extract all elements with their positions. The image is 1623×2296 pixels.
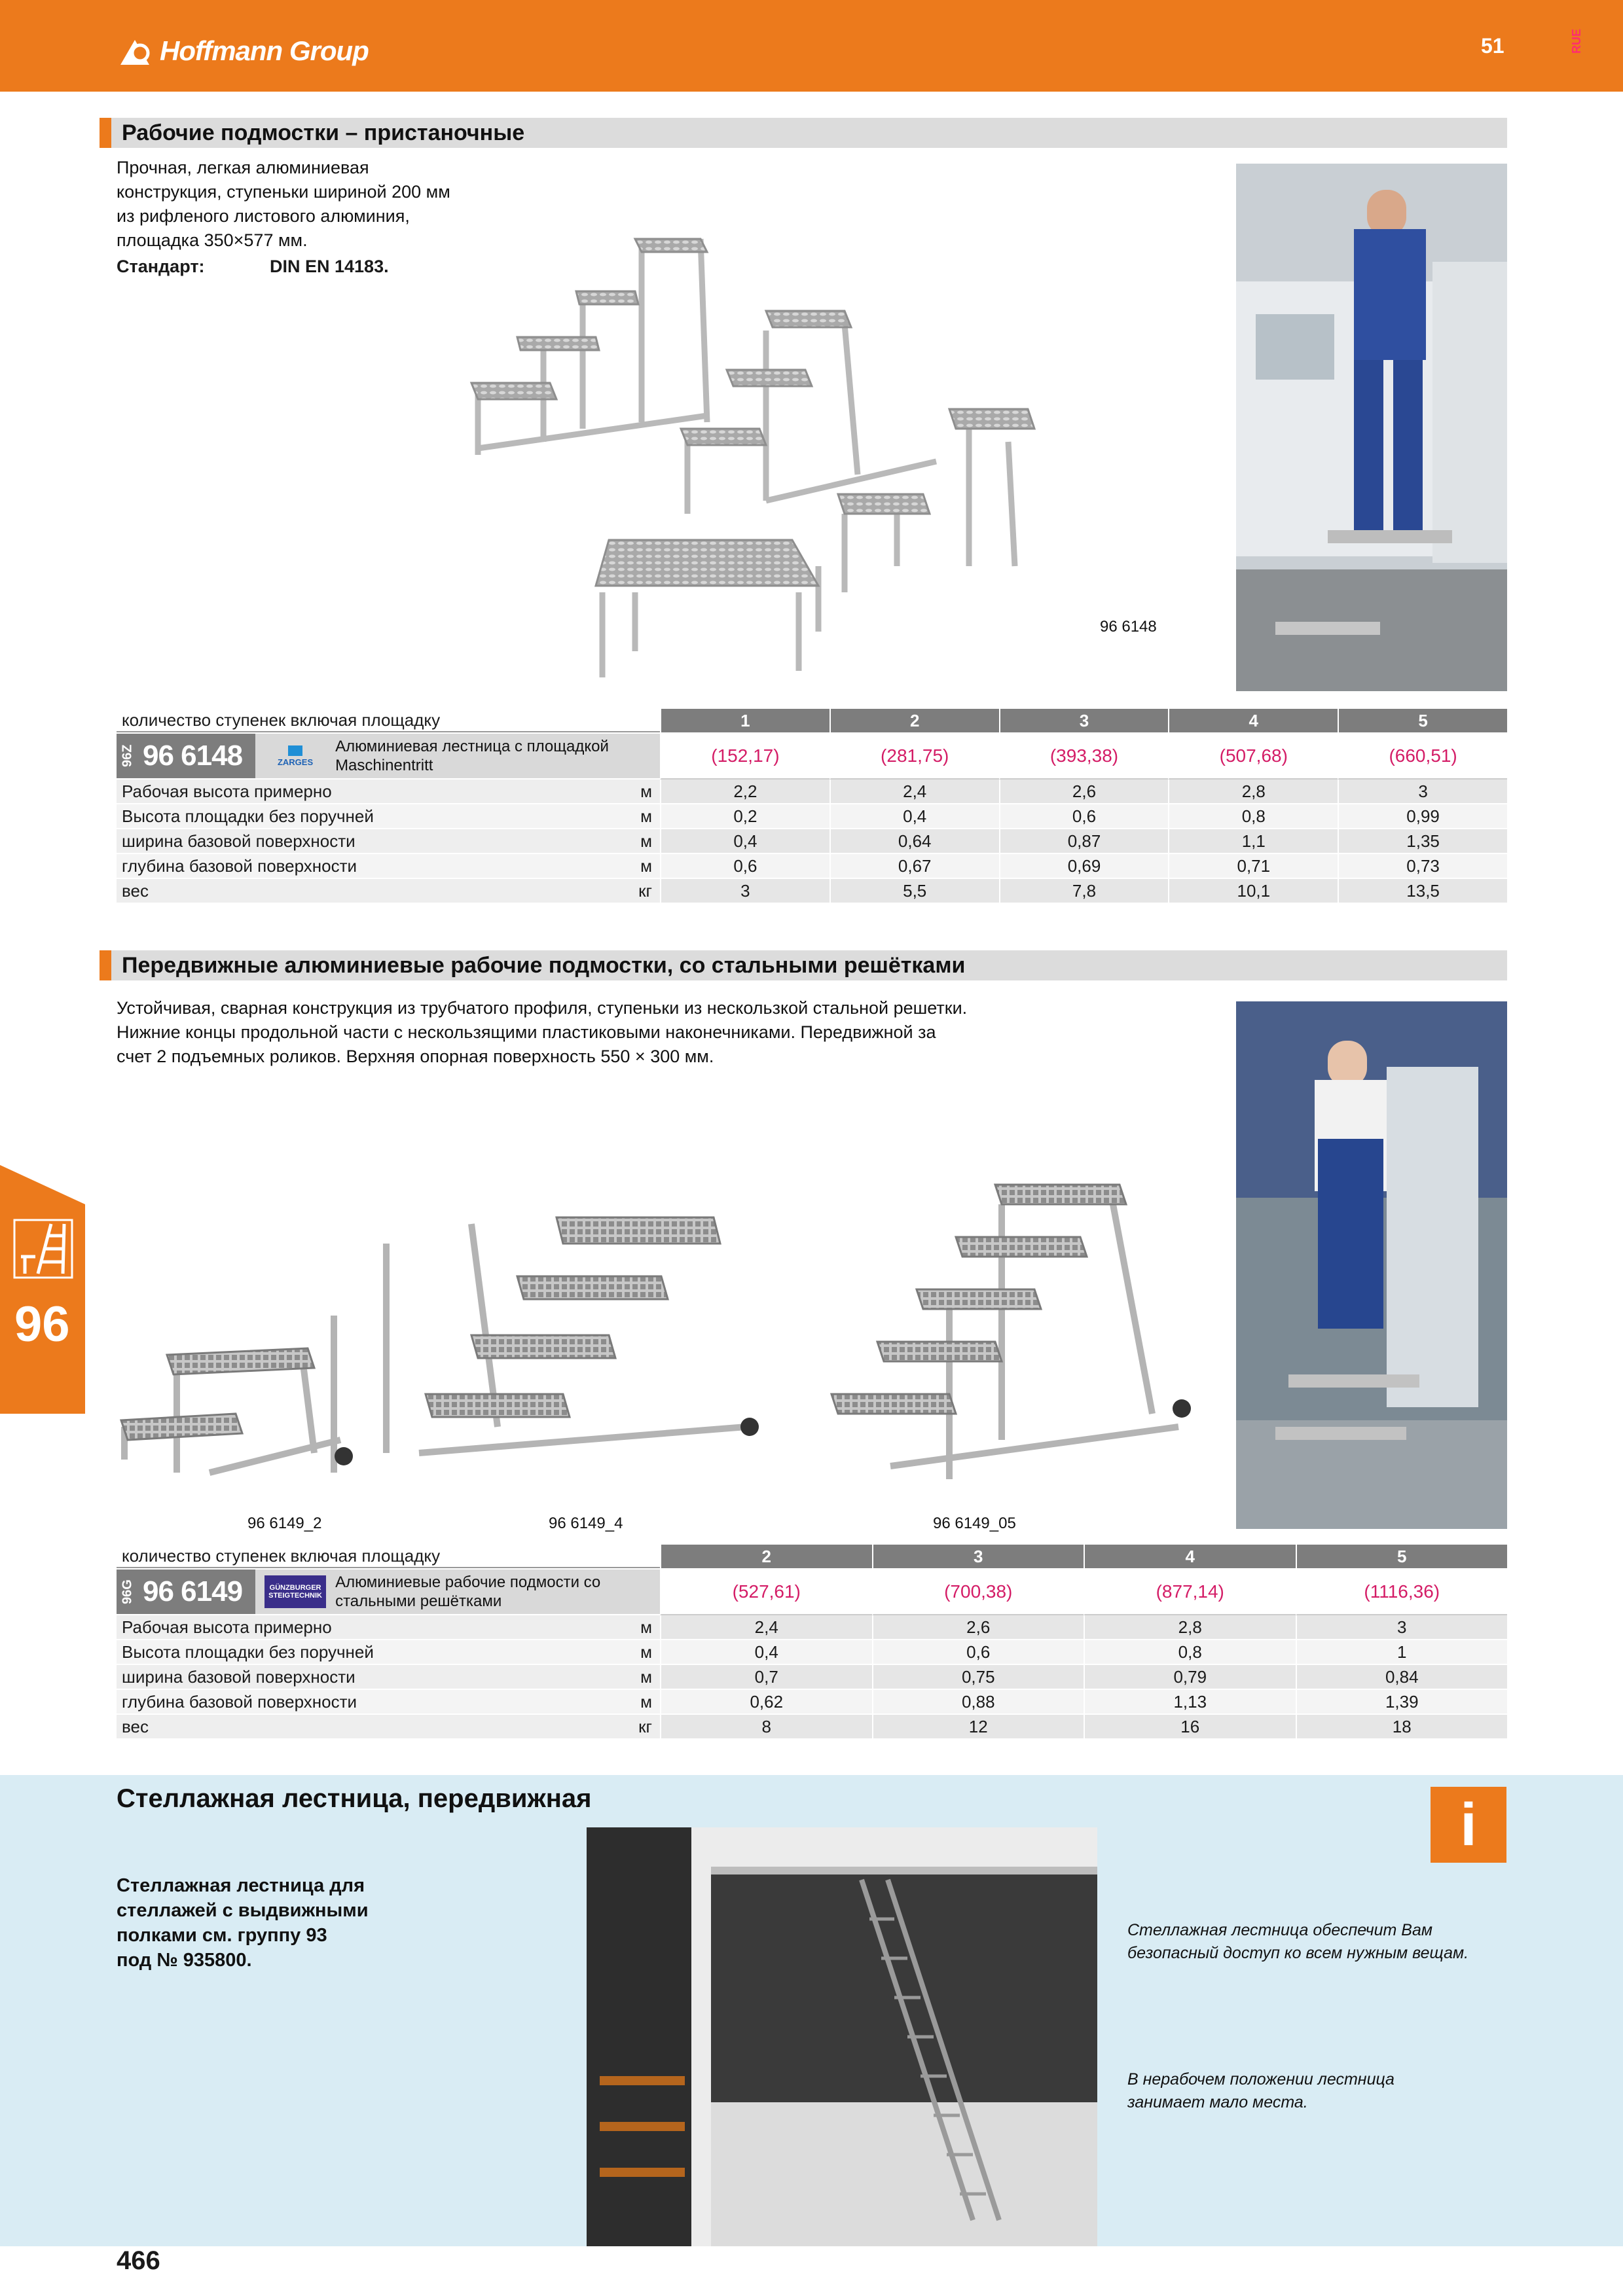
- caption-line: Стеллажная лестница обеспечит Вам: [1127, 1921, 1433, 1939]
- woman-on-platform-photo: [1236, 1001, 1507, 1529]
- table-cell: 2,4: [660, 1615, 872, 1639]
- info-text-line: стеллажей с выдвижными: [117, 1900, 369, 1921]
- table-row: [117, 1715, 1507, 1740]
- desc-line: Нижние концы продольной части с нескользящими пластиковыми наконечниками. Передвижной за: [117, 1022, 936, 1042]
- table-cell: 8: [660, 1715, 872, 1738]
- table-cell: 0,87: [999, 829, 1169, 853]
- section-title-2: Передвижные алюминиевые рабочие подмостки, со стальными решётками: [122, 952, 966, 978]
- table-cell: 0,8: [1168, 804, 1338, 828]
- article-description: [335, 1573, 600, 1611]
- table-cell: 3: [1296, 1615, 1508, 1639]
- info-text-line: под № 935800.: [117, 1950, 252, 1971]
- row-unit: м: [640, 781, 652, 801]
- table-cell: 2,8: [1168, 780, 1338, 803]
- desc-line: из рифленого листового алюминия,: [117, 206, 410, 226]
- column-header: 4: [1168, 709, 1338, 732]
- table-row: [117, 804, 1507, 829]
- table-cell: 0,79: [1084, 1665, 1296, 1689]
- caption-line: В нерабочем положении лестница: [1127, 2070, 1395, 2089]
- table-row: [117, 829, 1507, 854]
- desc-line: площадка 350×577 мм.: [117, 230, 308, 250]
- table-cell: 10,1: [1168, 879, 1338, 903]
- price-cell[interactable]: (281,75): [830, 734, 999, 780]
- row-unit: м: [640, 855, 652, 876]
- table-header-row: [117, 1545, 1507, 1570]
- row-label: Рабочая высота примерно: [122, 1617, 332, 1637]
- table-row: [117, 854, 1507, 879]
- language-code: RUE: [1570, 28, 1583, 54]
- caption-line: безопасный доступ ко всем нужным вещам.: [1127, 1944, 1469, 1962]
- info-caption-1: [1127, 1919, 1494, 1965]
- group-side-tab[interactable]: [0, 1165, 85, 1414]
- table-cell: 1: [1296, 1640, 1508, 1664]
- row-unit: кг: [638, 1716, 652, 1736]
- desc-line: счет 2 подъемных роликов. Верхняя опорная поверхность 550 × 300 мм.: [117, 1047, 714, 1066]
- group-number: 96: [14, 1297, 70, 1352]
- info-icon: i: [1431, 1787, 1506, 1863]
- table-cell: 2,6: [999, 780, 1169, 803]
- table-cell: 0,62: [660, 1690, 872, 1713]
- section-heading-2: [100, 950, 1507, 980]
- table-cell: 1,35: [1338, 829, 1507, 853]
- table-cell: 2,6: [872, 1615, 1084, 1639]
- table-row: [117, 879, 1507, 904]
- group-code: 96Z: [117, 734, 139, 778]
- desc-line: Прочная, легкая алюминиевая: [117, 158, 369, 177]
- table-cell: 2,4: [830, 780, 999, 803]
- step-platforms-image: [452, 226, 1224, 697]
- article-desc-line: Алюминиевая лестница с площадкой: [335, 738, 609, 755]
- brand-name: ZARGES: [277, 757, 314, 767]
- table-cell: 0,6: [660, 854, 830, 878]
- table-cell: 5,5: [830, 879, 999, 903]
- table-row: [117, 780, 1507, 804]
- section1-description: [117, 156, 509, 253]
- table-cell: 12: [872, 1715, 1084, 1738]
- section-title-1: Рабочие подмостки – пристаночные: [122, 120, 525, 145]
- table-cell: 1,13: [1084, 1690, 1296, 1713]
- zarges-logo: [264, 740, 326, 772]
- table-cell: 3: [1338, 780, 1507, 803]
- table-cell: 0,67: [830, 854, 999, 878]
- price-cell[interactable]: (700,38): [872, 1570, 1084, 1615]
- table-cell: 0,4: [660, 829, 830, 853]
- row-unit: м: [640, 1617, 652, 1637]
- table-cell: 16: [1084, 1715, 1296, 1738]
- table-cell: 2,8: [1084, 1615, 1296, 1639]
- price-cell[interactable]: (660,51): [1338, 734, 1507, 780]
- article-number[interactable]: 96 6148: [139, 734, 255, 778]
- group-code: 96G: [117, 1570, 139, 1614]
- table-row: [117, 1690, 1507, 1715]
- table-cell: 0,99: [1338, 804, 1507, 828]
- row-unit: м: [640, 806, 652, 826]
- row-unit: м: [640, 1641, 652, 1662]
- price-cell[interactable]: (1116,36): [1296, 1570, 1508, 1615]
- table-cell: 0,4: [830, 804, 999, 828]
- price-cell[interactable]: (877,14): [1084, 1570, 1296, 1615]
- article-number[interactable]: 96 6149: [139, 1570, 255, 1614]
- row-label: Высота площадки без поручней: [122, 806, 374, 826]
- table-cell: 0,75: [872, 1665, 1084, 1689]
- table-cell: 0,4: [660, 1640, 872, 1664]
- section-heading-1: [100, 118, 1507, 148]
- row-label: ширина базовой поверхности: [122, 831, 356, 851]
- ladder-icon: [12, 1217, 75, 1280]
- spec-table-966149: [117, 1545, 1507, 1740]
- price-row: [117, 734, 1507, 780]
- article-cell: [117, 734, 660, 778]
- article-desc-line: стальными решётками: [335, 1592, 502, 1610]
- table-cell: 0,2: [660, 804, 830, 828]
- image-caption-966148: 96 6148: [1100, 618, 1157, 636]
- info-text-line: полками см. группу 93: [117, 1925, 327, 1946]
- table-cell: 7,8: [999, 879, 1169, 903]
- table-cell: 0,6: [999, 804, 1169, 828]
- caption-line: занимает мало места.: [1127, 2093, 1308, 2111]
- table-cell: 0,71: [1168, 854, 1338, 878]
- column-header: 1: [660, 709, 830, 732]
- table-cell: 0,64: [830, 829, 999, 853]
- column-header: 3: [999, 709, 1169, 732]
- column-header: 3: [872, 1545, 1084, 1568]
- table-cell: 0,69: [999, 854, 1169, 878]
- row-label: Рабочая высота примерно: [122, 781, 332, 801]
- row-label: ширина базовой поверхности: [122, 1666, 356, 1687]
- table-cell: 2,2: [660, 780, 830, 803]
- article-description: [335, 737, 609, 775]
- gunzburger-logo: [264, 1575, 326, 1608]
- caption-966149-2: 96 6149_2: [247, 1515, 322, 1532]
- brand-name: Hoffmann Group: [160, 35, 369, 66]
- table-cell: 0,88: [872, 1690, 1084, 1713]
- row-unit: м: [640, 831, 652, 851]
- row-label: вес: [122, 1716, 149, 1736]
- table-cell: 0,7: [660, 1665, 872, 1689]
- standard-label: Стандарт:: [117, 257, 205, 276]
- article-desc-line: Алюминиевые рабочие подмости со: [335, 1573, 601, 1591]
- column-header: 4: [1084, 1545, 1296, 1568]
- table-cell: 13,5: [1338, 879, 1507, 903]
- section2-description: [117, 996, 1197, 1069]
- table-cell: 18: [1296, 1715, 1508, 1738]
- article-desc-line: Maschinentritt: [335, 757, 433, 774]
- desc-line: Устойчивая, сварная конструкция из трубчатого профиля, ступеньки из нескользкой стальной решетки.: [117, 998, 968, 1018]
- table-row: [117, 1615, 1507, 1640]
- column-header: 2: [660, 1545, 872, 1568]
- caption-966149-05: 96 6149_05: [933, 1515, 1016, 1532]
- table-header-row: [117, 709, 1507, 734]
- heading-marker: [100, 950, 111, 980]
- table-cell: 0,8: [1084, 1640, 1296, 1664]
- heading-marker: [100, 118, 111, 148]
- table-cell: 1,39: [1296, 1690, 1508, 1713]
- row-unit: м: [640, 1666, 652, 1687]
- brand-name: GÜNZBURGER STEIGTECHNIK: [268, 1584, 323, 1600]
- price-cell[interactable]: (527,61): [660, 1570, 872, 1615]
- price-cell[interactable]: (507,68): [1168, 734, 1338, 780]
- mobile-platforms-image: [105, 1165, 1218, 1532]
- row-unit: м: [640, 1691, 652, 1712]
- table-cell: 0,84: [1296, 1665, 1508, 1689]
- info-caption-2: [1127, 2068, 1494, 2114]
- row-label: глубина базовой поверхности: [122, 1691, 357, 1712]
- price-cell[interactable]: (152,17): [660, 734, 830, 780]
- shelf-ladder-photo: [587, 1827, 1097, 2246]
- table-header-label: количество ступенек включая площадку: [117, 709, 660, 732]
- table-header-label: количество ступенек включая площадку: [117, 1545, 660, 1568]
- info-left-text: [117, 1873, 398, 1973]
- row-unit: кг: [638, 880, 652, 901]
- hoffmann-logo-icon: [117, 36, 153, 66]
- table-row: [117, 1640, 1507, 1665]
- article-cell: [117, 1570, 660, 1614]
- column-header: 5: [1338, 709, 1507, 732]
- worker-on-platform-photo: [1236, 164, 1507, 691]
- table-cell: 1,1: [1168, 829, 1338, 853]
- table-cell: 3: [660, 879, 830, 903]
- table-cell: 0,73: [1338, 854, 1507, 878]
- spec-table-966148: [117, 709, 1507, 904]
- row-label: Высота площадки без поручней: [122, 1641, 374, 1662]
- page-number-top: 51: [1481, 34, 1504, 58]
- table-row: [117, 1665, 1507, 1690]
- info-title: Стеллажная лестница, передвижная: [117, 1784, 592, 1813]
- row-label: глубина базовой поверхности: [122, 855, 357, 876]
- page-number-bottom: 466: [117, 2246, 160, 2275]
- row-label: вес: [122, 880, 149, 901]
- info-text-line: Стеллажная лестница для: [117, 1875, 365, 1896]
- caption-966149-4: 96 6149_4: [549, 1515, 623, 1532]
- price-cell[interactable]: (393,38): [999, 734, 1169, 780]
- price-row: [117, 1570, 1507, 1615]
- standard-value: DIN EN 14183.: [270, 257, 389, 276]
- table-cell: 0,6: [872, 1640, 1084, 1664]
- desc-line: конструкция, ступеньки шириной 200 мм: [117, 182, 450, 202]
- column-header: 5: [1296, 1545, 1508, 1568]
- column-header: 2: [830, 709, 999, 732]
- brand-logo[interactable]: [117, 31, 369, 71]
